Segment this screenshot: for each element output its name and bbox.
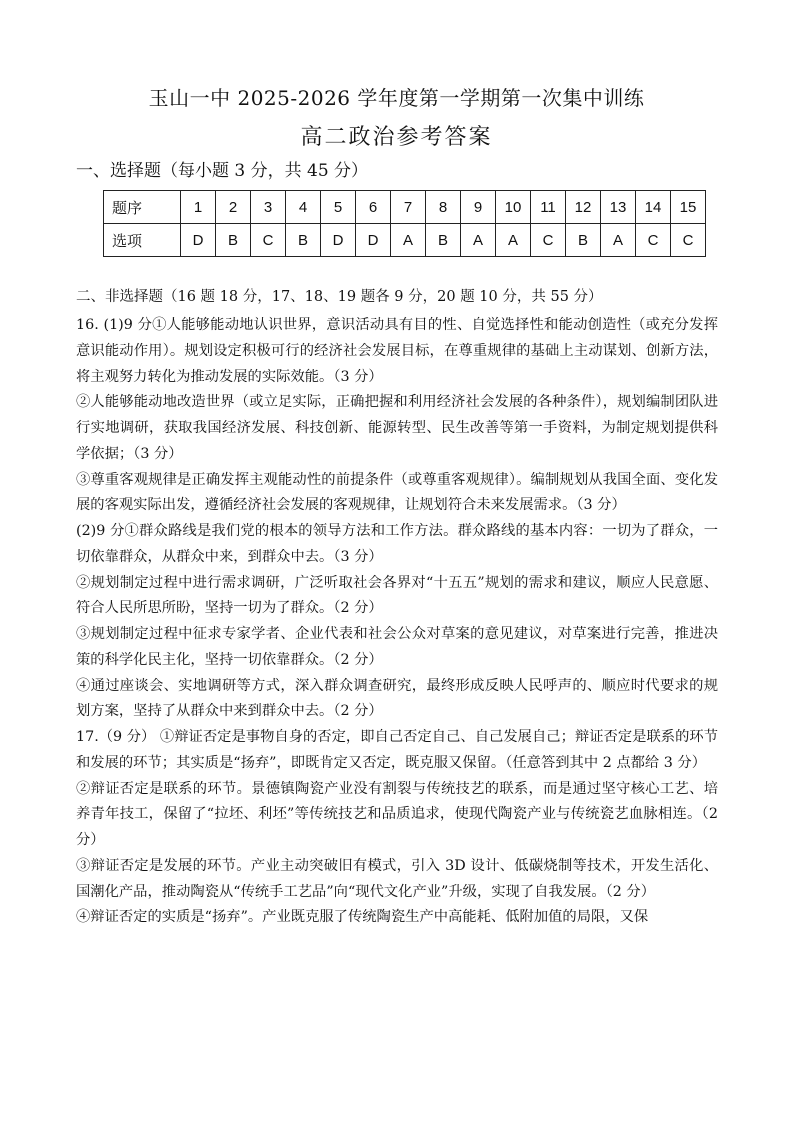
question-number: 13 xyxy=(601,191,636,224)
answer-paragraph: (2)9 分①群众路线是我们党的根本的领导方法和工作方法。群众路线的基本内容：一切为了群众，一切依靠群众，从群众中来，到群众中去。（3 分） xyxy=(76,523,718,565)
question-number: 5 xyxy=(321,191,356,224)
question-number: 15 xyxy=(671,191,706,224)
answer-paragraph: 16. (1)9 分①人能够能动地认识世界，意识活动具有目的性、自觉选择性和能动创造性（或充分发挥意识能动作用）。规划设定积极可行的经济社会发展目标，在尊重规律的基础上主动谋划、创新方法，将主观努力转化为推动发展的实际效能。（3 分） xyxy=(76,317,718,385)
answer-cell: D xyxy=(321,224,356,257)
page-title: 玉山一中 2025-2026 学年度第一学期第一次集中训练 xyxy=(148,86,645,110)
question-number: 2 xyxy=(216,191,251,224)
question-number: 1 xyxy=(181,191,216,224)
question-number: 11 xyxy=(531,191,566,224)
answer-table xyxy=(103,190,706,257)
answer-cell: A xyxy=(601,224,636,257)
answer-paragraph: ②规划制定过程中进行需求调研，广泛听取社会各界对“十五五”规划的需求和建议，顺应人民意愿、符合人民所思所盼，坚持一切为了群众。（2 分） xyxy=(76,574,718,617)
row-label-option: 选项 xyxy=(104,224,181,257)
answer-paragraph: ②人能够能动地改造世界（或立足实际，正确把握和利用经济社会发展的各种条件），规划编制团队进行实地调研，获取我国经济发展、科技创新、能源转型、民生改善等第一手资料，为制定规划提供科学依据；（3 分） xyxy=(76,394,718,462)
answer-paragraph: ③规划制定过程中征求专家学者、企业代表和社会公众对草案的意见建议，对草案进行完善，推进决策的科学化民主化，坚持一切依靠群众。（2 分） xyxy=(76,626,718,668)
section-heading-nonchoice: 二、非选择题（16 题 18 分，17、18、19 题各 9 分，20 题 10 分，共 55 分） xyxy=(76,289,603,305)
answer-cell: A xyxy=(496,224,531,257)
answer-paragraph: ③尊重客观规律是正确发挥主观能动性的前提条件（或尊重客观规律）。编制规划从我国全面、变化发展的客观实际出发，遵循经济社会发展的客观规律，让规划符合未来发展需求。（3 分） xyxy=(76,471,718,514)
answer-cell: C xyxy=(671,224,706,257)
answer-paragraph: ④通过座谈会、实地调研等方式，深入群众调查研究，最终形成反映人民呼声的、顺应时代要求的规划方案，坚持了从群众中来到群众中去。（2 分） xyxy=(76,677,718,720)
answer-paragraph: 17.（9 分） ①辩证否定是事物自身的否定，即自己否定自己、自己发展自己；辩证否定是联系的环节和发展的环节；其实质是“扬弃”，即既肯定又否定，既克服又保留。（任意答到其中 2 点都给 3 分） xyxy=(76,729,718,771)
answer-cell: C xyxy=(251,224,286,257)
answer-paragraph: ③辩证否定是发展的环节。产业主动突破旧有模式，引入 3D 设计、低碳烧制等技术，开发生活化、国潮化产品，推动陶瓷从“传统手工艺品”向“现代文化产业”升级，实现了自我发展。（2 分） xyxy=(76,857,718,900)
question-number: 14 xyxy=(636,191,671,224)
page-subtitle: 高二政治参考答案 xyxy=(300,125,493,150)
answer-cell: C xyxy=(531,224,566,257)
answer-paragraph: ④辩证否定的实质是“扬弃”。产业既克服了传统陶瓷生产中高能耗、低附加值的局限，又保 xyxy=(76,909,649,926)
answer-cell: C xyxy=(636,224,671,257)
question-number: 7 xyxy=(391,191,426,224)
question-number: 12 xyxy=(566,191,601,224)
question-number: 6 xyxy=(356,191,391,224)
question-number: 10 xyxy=(496,191,531,224)
question-number: 9 xyxy=(461,191,496,224)
answer-paragraph: ②辩证否定是联系的环节。景德镇陶瓷产业没有割裂与传统技艺的联系，而是通过坚守核心工艺、培养青年技工，保留了“拉坯、利坯”等传统技艺和品质追求，使现代陶瓷产业与传统瓷艺血脉相连。（2 分） xyxy=(76,780,718,848)
answer-cell: D xyxy=(356,224,391,257)
answer-body xyxy=(76,313,718,931)
answer-cell: B xyxy=(566,224,601,257)
answer-cell: A xyxy=(461,224,496,257)
row-label-number: 题序 xyxy=(104,191,181,224)
question-number: 8 xyxy=(426,191,461,224)
answer-cell: B xyxy=(216,224,251,257)
question-number: 4 xyxy=(286,191,321,224)
table-row-numbers xyxy=(104,191,706,224)
section-heading-choice: 一、选择题（每小题 3 分，共 45 分） xyxy=(76,161,369,181)
answer-cell: D xyxy=(181,224,216,257)
question-number: 3 xyxy=(251,191,286,224)
answer-cell: A xyxy=(391,224,426,257)
answer-cell: B xyxy=(426,224,461,257)
answer-cell: B xyxy=(286,224,321,257)
table-row-answers xyxy=(104,224,706,257)
